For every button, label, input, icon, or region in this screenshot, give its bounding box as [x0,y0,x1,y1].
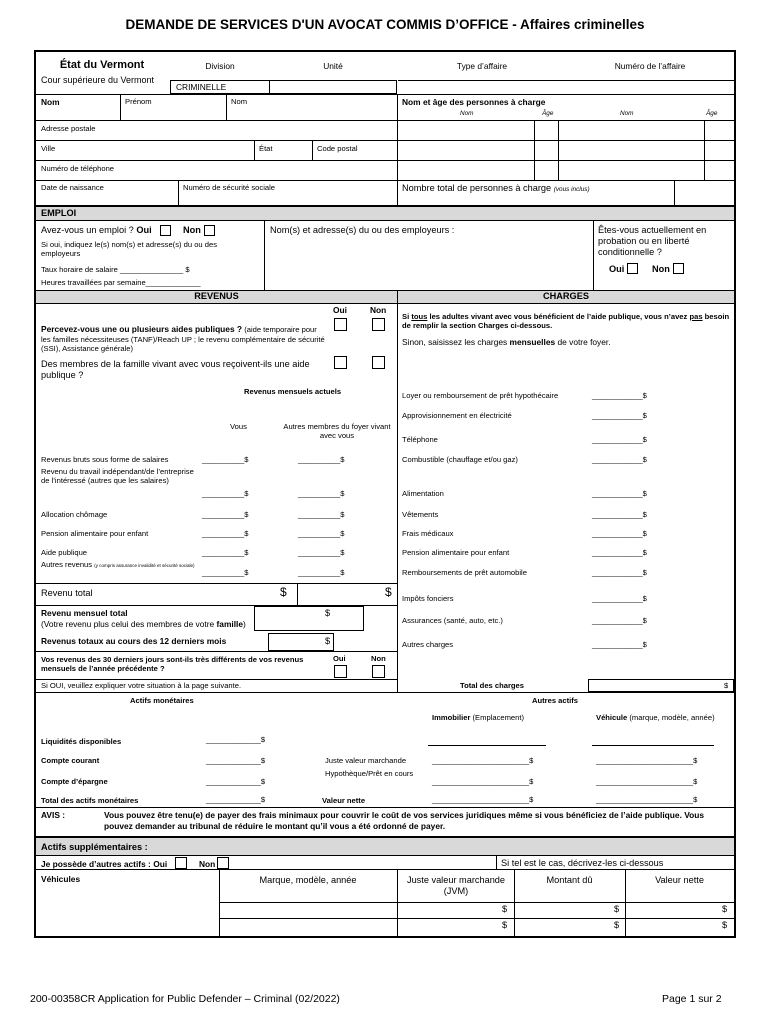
vehicules-label: Véhicules [41,874,81,884]
charge-telephone-amount: ____________$ [592,435,647,444]
charge-pension-amount: ____________$ [592,548,647,557]
dep-col-nom-1: Nom [460,110,474,117]
employers-label: Nom(s) et adresse(s) du ou des employeurs : [270,225,455,235]
hypotheque-immobilier-amount: _______________________$ [432,777,534,786]
revenu-total-label: Revenu total [41,588,93,598]
charge-alimentation-amount: ____________$ [592,489,647,498]
dep-col-nom-2: Nom [620,110,634,117]
col-montant: Montant dû [546,875,593,885]
court-name: Cour supérieure du Vermont [41,75,155,85]
income-row-aide: Aide publique [41,548,88,557]
charge-loyer: Loyer ou remboursement de prêt hypothécaire [402,391,559,400]
state-name: État du Vermont [59,59,145,71]
unit-field[interactable] [269,80,397,94]
charge-electricite-amount: ____________$ [592,411,647,420]
income-autres-autres: __________$ [298,568,345,577]
revenu-total-autres-dollar: $ [385,585,392,599]
prenom-label: Prénom [125,97,152,106]
case-number-label: Numéro de l’affaire [614,61,686,71]
charge-assurances: Assurances (santé, auto, etc.) [402,616,503,625]
revenu-total-vous-dollar: $ [280,585,287,599]
yearly-total-label: Revenus totaux au cours des 12 derniers mois [41,636,227,646]
charge-auto-amount: ____________$ [592,568,647,577]
total-charges-dollar: $ [724,681,729,690]
jvm-vehicule-amount: _______________________$ [596,756,698,765]
yearly-total-dollar: $ [325,636,331,646]
charge-autres-amount: ____________$ [592,640,647,649]
total-dependents-label: Nombre total de personnes à charge (vous inclus) [402,183,590,193]
col-jvm: Juste valeur marchande (JVM) [406,875,506,897]
income-chomage-vous: __________$ [202,510,249,519]
income-row-independant: Revenu du travail indépendant/de l’entreprise de l’intéressé (autres que les salaires) [41,467,194,486]
charge-assurances-amount: ____________$ [592,616,647,625]
emploi-heading: EMPLOI [41,208,77,218]
charge-autres: Autres charges [402,640,454,649]
epargne-amount: _____________$ [206,777,266,786]
income-row-autres: Autres revenus (y compris assurance invalidité et sécurité sociale) [41,560,195,569]
dep-col-age-1: Âge [542,110,554,117]
form-id: 200-00358CR Application for Public Defender – Criminal (02/2022) [30,993,340,1005]
probation-question: Êtes-vous actuellement en probation ou en liberté conditionnelle ? [598,225,707,258]
income-change-oui: Oui [333,654,346,663]
charges-heading: CHARGES [543,291,589,301]
securite-label: Numéro de sécurité sociale [183,183,276,192]
income-independant-vous: __________$ [202,489,249,498]
total-actifs-label: Total des actifs monétaires [41,796,139,805]
charge-combustible-amount: ____________$ [592,455,647,464]
division-value: CRIMINELLE [176,82,227,92]
income-row-chomage: Allocation chômage [41,510,108,519]
charge-impots: Impôts fonciers [402,594,454,603]
charge-vetements: Vêtements [402,510,439,519]
employed-question: Avez-vous un emploi ? Oui [41,225,152,235]
col-marque: Marque, modèle, année [259,875,357,885]
probation-no-label: Non [652,264,670,274]
public-aid-question: Percevez-vous une ou plusieurs aides publiques ? (aide temporaire pour les familles nécessiteuses (TANF)/Reach UP ; le revenu complémentaire de sécurité (SSI), Assistance générale) [41,324,325,353]
hourly-wage: Taux horaire de salaire _______________ $ [41,265,190,274]
income-independant-autres: __________$ [298,489,345,498]
case-type-label: Type d’affaire [456,61,508,71]
jvm-immobilier-amount: _______________________$ [432,756,534,765]
charge-auto: Remboursements de prêt automobile [402,568,527,577]
employers-note: Si oui, indiquez le(s) nom(s) et adresse(s) du ou des employeurs [41,240,218,259]
family-aid-question: Des membres de la famille vivant avec vous reçoivent-ils une aide publique ? [41,359,310,381]
vehicule-label: Véhicule (marque, modèle, année) [596,713,715,722]
courant-amount: _____________$ [206,756,266,765]
page-title: DEMANDE DE SERVICES D'UN AVOCAT COMMIS D’OFFICE - Affaires criminelles [125,17,645,32]
charge-pension: Pension alimentaire pour enfant [402,548,510,557]
charge-medicaux: Frais médicaux [402,529,454,538]
col-vous: Vous [230,422,247,431]
possede-question: Je possède d’autres actifs : Oui [41,859,168,869]
supp-row2-nette: $ [722,920,728,930]
avis-label: AVIS : [41,810,66,820]
supp-row1-nette: $ [722,904,728,914]
dep-col-age-2: Âge [706,110,718,117]
nom2-label: Nom [231,97,248,106]
supp-row1-montant: $ [614,904,620,914]
probation-yes-label: Oui [609,264,625,274]
income-change-question: Vos revenus des 30 derniers jours sont-ils très différents de vos revenus mensuels de l’année précédente ? [41,655,304,674]
valeur-nette-label: Valeur nette [322,796,366,805]
epargne-label: Compte d’épargne [41,777,108,786]
monthly-total-field[interactable] [254,606,364,631]
family-aid-yes-checkbox[interactable] [334,356,347,369]
hours-worked: Heures travaillées par semaine_____________ [41,278,201,287]
income-row-salaires: Revenus bruts sous forme de salaires [41,455,169,464]
revenus-non-col: Non [370,305,387,315]
charges-instruction: Sinon, saisissez les charges mensuelles de votre foyer. [402,337,611,347]
hypotheque-label: Hypothèque/Prêt en cours [325,769,414,778]
charge-loyer-amount: ____________$ [592,391,647,400]
charge-impots-amount: ____________$ [592,594,647,603]
income-change-non: Non [371,654,386,663]
income-salaires-vous: __________$ [202,455,249,464]
revenus-oui-col: Oui [333,305,347,315]
monthly-income-heading: Revenus mensuels actuels [244,387,342,396]
charge-alimentation: Alimentation [402,489,444,498]
liquidites-label: Liquidités disponibles [41,737,122,746]
charges-note: Si tous les adultes vivant avec vous bénéficient de l’aide publique, vous n’avez pas besoin de remplir la section Charges ci-dessous. [402,312,730,331]
employed-yes-checkbox[interactable] [160,225,171,236]
supp-row2-jvm: $ [502,920,508,930]
public-aid-no-checkbox[interactable] [372,318,385,331]
unit-label: Unité [323,61,343,71]
income-row-pension: Pension alimentaire pour enfant [41,529,149,538]
possede-yes-checkbox[interactable] [175,857,187,869]
ville-label: Ville [41,144,56,153]
income-aide-vous: __________$ [202,548,249,557]
supp-row1-jvm: $ [502,904,508,914]
col-autres: Autres membres du foyer vivant avec vous [283,422,391,441]
charge-medicaux-amount: ____________$ [592,529,647,538]
income-chomage-autres: __________$ [298,510,345,519]
valeur-nette-immobilier-amount: _______________________$ [432,795,534,804]
public-aid-yes-checkbox[interactable] [334,318,347,331]
naissance-label: Date de naissance [41,183,104,192]
courant-label: Compte courant [41,756,100,765]
avis-text: Vous pouvez être tenu(e) de payer des frais minimaux pour couvrir le coût de vos services juridiques même si vous bénéficiez de l’aide publique. Vous pouvez demander au tribunal de réduire le montant qu’il vous a été ordonné de payer. [104,810,705,832]
probation-yes-checkbox[interactable] [627,263,638,274]
monthly-total-dollar: $ [325,608,331,618]
income-change-no-checkbox[interactable] [372,665,385,678]
revenus-heading: REVENUS [194,291,239,301]
total-actifs-amount: _____________$ [206,795,266,804]
monthly-total-label: Revenu mensuel total [41,608,128,618]
charge-vetements-amount: ____________$ [592,510,647,519]
income-salaires-autres: __________$ [298,455,345,464]
family-aid-no-checkbox[interactable] [372,356,385,369]
immobilier-label: Immobilier (Emplacement) [432,713,525,722]
etat-label: État [259,144,273,153]
nom-label: Nom [41,97,60,107]
employed-no-checkbox[interactable] [204,225,215,236]
income-pension-autres: __________$ [298,529,345,538]
charge-electricite: Approvisionnement en électricité [402,411,512,420]
describe-label: Si tel est le cas, décrivez-les ci-dessous [501,858,664,868]
code-postal-label: Code postal [317,144,358,153]
valeur-nette-vehicule-amount: _______________________$ [596,795,698,804]
total-charges-field[interactable] [588,679,734,692]
income-aide-autres: __________$ [298,548,345,557]
division-label: Division [205,61,235,71]
income-pension-vous: __________$ [202,529,249,538]
monetary-assets-heading: Actifs monétaires [130,696,194,705]
possede-no-checkbox[interactable] [217,857,229,869]
total-charges-label: Total des charges [460,681,525,690]
charge-telephone: Téléphone [402,435,438,444]
supp-heading: Actifs supplémentaires : [41,842,148,852]
jvm-label: Juste valeur marchande [325,756,407,765]
col-nette: Valeur nette [655,875,704,885]
employed-no-label: Non [183,225,201,235]
liquidites-amount: _____________$ [206,735,266,744]
monthly-total-note: (Votre revenu plus celui des membres de votre famille) [41,619,246,629]
other-assets-heading: Autres actifs [532,696,579,705]
adresse-label: Adresse postale [41,124,96,133]
dependents-heading: Nom et âge des personnes à charge [402,97,546,107]
explain-note: Si OUI, veuillez expliquer votre situation à la page suivante. [41,681,242,690]
income-autres-vous: __________$ [202,568,249,577]
probation-no-checkbox[interactable] [673,263,684,274]
income-change-yes-checkbox[interactable] [334,665,347,678]
telephone-label: Numéro de téléphone [41,164,115,173]
possede-no-label: Non [199,859,216,869]
charge-combustible: Combustible (chauffage et/ou gaz) [402,455,518,464]
supp-row2-montant: $ [614,920,620,930]
page-number: Page 1 sur 2 [662,993,722,1005]
hypotheque-vehicule-amount: _______________________$ [596,777,698,786]
